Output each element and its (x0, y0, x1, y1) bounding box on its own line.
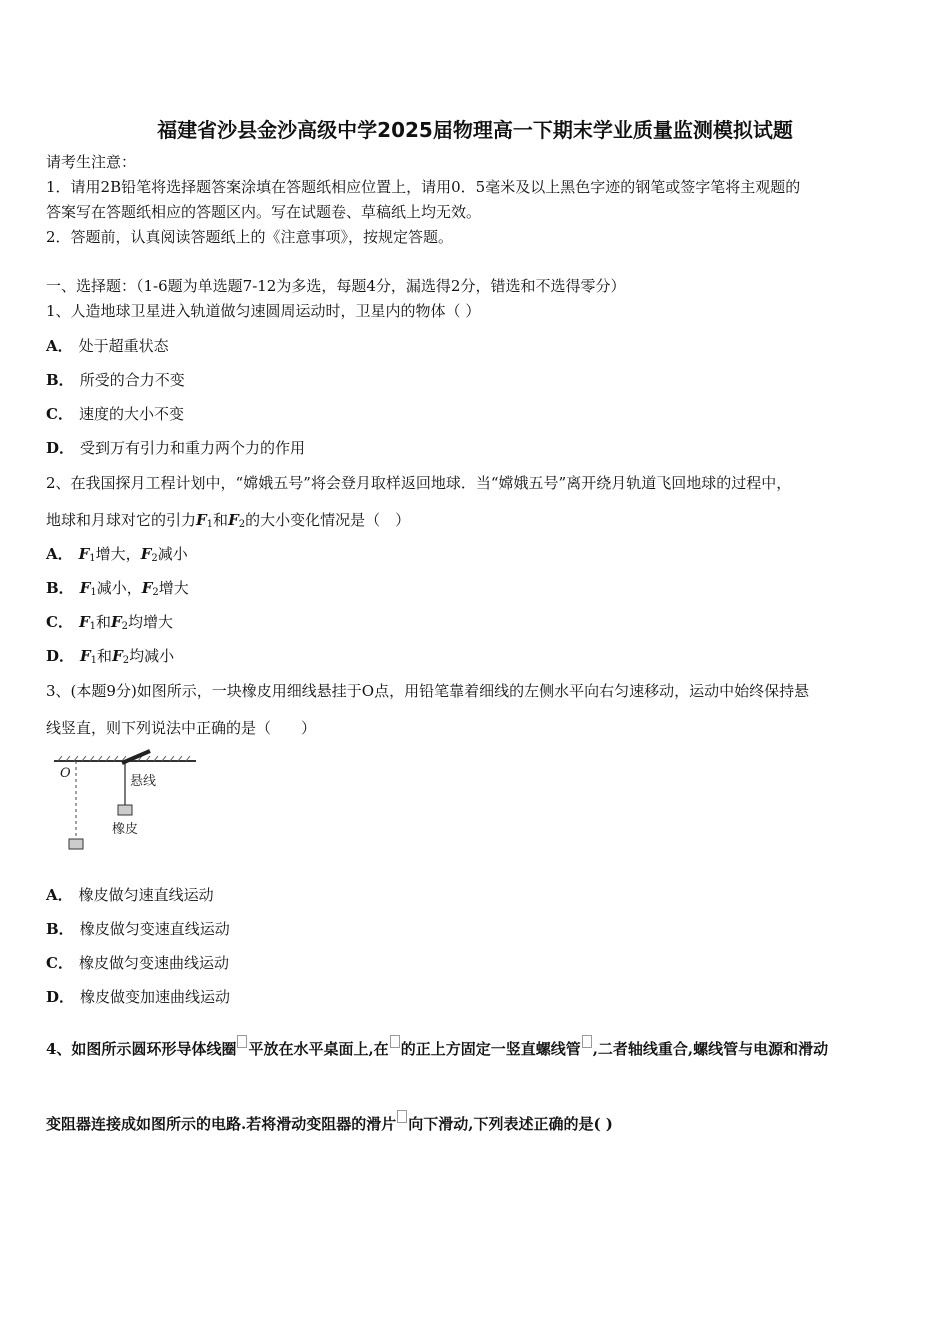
stem-text: 4、如图所示圆环形导体线圈 (46, 1040, 237, 1058)
question-2-option-a (46, 544, 188, 569)
subscript: 2 (238, 519, 246, 530)
option-label: B． (46, 371, 74, 389)
option-label: D． (46, 647, 75, 665)
notice-item-1-line-2: 答案写在答题纸相应的答题区内。写在试题卷、草稿纸上均无效。 (46, 203, 482, 221)
subscript: 2 (152, 587, 159, 598)
force-symbol: F (111, 613, 122, 631)
stem-text: 向下滑动,下列表述正确的是( ) (408, 1115, 613, 1133)
question-1-stem: 1、人造地球卫星进入轨道做匀速圆周运动时，卫星内的物体（ ） (46, 302, 481, 320)
question-3-stem-line-1: 3、(本题9分)如图所示，一块橡皮用细线悬挂于O点，用铅笔靠着细线的左侧水平向右匀速移动，运动中始终保持悬 (46, 682, 810, 700)
notice-heading: 请考生注意： (46, 153, 137, 171)
initial-eraser (69, 839, 83, 849)
pendulum-figure (48, 749, 208, 854)
option-text: 受到万有引力和重力两个力的作用 (80, 439, 306, 457)
force-symbol: F (228, 511, 239, 529)
question-2-stem-line-1: 2、在我国探月工程计划中，“嫦娥五号”将会登月取样返回地球．当“嫦娥五号”离开绕月轨道飞回地球的过程中， (46, 474, 792, 492)
option-text: 处于超重状态 (78, 337, 169, 355)
notice-item-2: 2．答题前，认真阅读答题纸上的《注意事项》，按规定答题。 (46, 228, 454, 246)
question-1-option-b (46, 370, 185, 390)
option-label: A． (46, 337, 73, 355)
missing-symbol-box (582, 1035, 592, 1048)
section-heading: 一、选择题：（1-6题为单选题7-12为多选，每题4分，漏选得2分，错选和不选得零分） (46, 277, 626, 295)
option-text: 均增大 (128, 613, 174, 631)
question-2-stem-line-2 (46, 510, 410, 535)
question-3-option-b (46, 919, 230, 939)
option-text: 增大 (158, 579, 189, 597)
question-1-option-d (46, 438, 305, 458)
subscript: 2 (151, 553, 158, 564)
option-label: C． (46, 613, 73, 631)
stem-text: 变阻器连接成如图所示的电路.若将滑动变阻器的滑片 (46, 1115, 397, 1133)
force-symbol: F (140, 545, 152, 563)
option-label: C． (46, 405, 73, 423)
question-4-stem-line-1 (46, 1035, 828, 1059)
subscript: 1 (90, 587, 97, 598)
notice-item-1-line-1: 1．请用2B铅笔将选择题答案涂填在答题纸相应位置上，请用0．5毫米及以上黑色字迹的钢笔或签字笔将主观题的 (46, 178, 801, 196)
option-label: A． (46, 886, 73, 904)
question-2-option-c (46, 612, 173, 637)
eraser-label: 橡皮 (112, 822, 139, 837)
option-label: B． (46, 920, 74, 938)
stem-text: 的大小变化情况是（ ） (245, 511, 411, 529)
option-text: 所受的合力不变 (79, 371, 185, 389)
option-label: D． (46, 988, 75, 1006)
question-1-option-a (46, 336, 169, 356)
stem-text: 和 (213, 511, 229, 529)
subscript: 2 (122, 655, 130, 666)
option-text: 减小 (157, 545, 188, 563)
option-text: 橡皮做匀变速曲线运动 (78, 954, 229, 972)
stem-text: ,二者轴线重合,螺线管与电源和滑动 (592, 1040, 829, 1058)
question-2-option-d (46, 646, 174, 671)
question-1-option-c (46, 404, 184, 424)
question-4-stem-line-2 (46, 1110, 613, 1134)
subscript: 2 (121, 621, 129, 632)
force-symbol: F (78, 613, 90, 631)
subscript: 1 (89, 553, 96, 564)
stem-text: 平放在水平桌面上,在 (248, 1040, 389, 1058)
force-symbol: F (141, 579, 153, 597)
question-3-option-a (46, 885, 214, 905)
subscript: 1 (206, 519, 214, 530)
option-text: 速度的大小不变 (78, 405, 184, 423)
point-o-label: O (60, 766, 71, 781)
option-text: 增大， (95, 545, 141, 563)
force-symbol: F (80, 647, 91, 665)
option-text: 均减小 (129, 647, 175, 665)
force-symbol: F (112, 647, 123, 665)
option-text: 和 (97, 647, 113, 665)
question-3-option-c (46, 953, 229, 973)
option-text: 橡皮做匀速直线运动 (78, 886, 214, 904)
missing-symbol-box (237, 1035, 247, 1048)
option-label: B． (46, 579, 74, 597)
option-label: D． (46, 439, 75, 457)
force-symbol: F (78, 545, 90, 563)
subscript: 1 (90, 655, 98, 666)
string-label: 悬线 (130, 774, 157, 789)
option-text: 减小， (96, 579, 142, 597)
missing-symbol-box (390, 1035, 400, 1048)
question-3-stem-line-2: 线竖直，则下列说法中正确的是（ ） (46, 719, 317, 737)
stem-text: 地球和月球对它的引力 (46, 511, 197, 529)
question-2-option-b (46, 578, 189, 603)
missing-symbol-box (397, 1110, 407, 1123)
option-label: A． (46, 545, 73, 563)
option-text: 橡皮做匀变速直线运动 (79, 920, 230, 938)
option-text: 和 (95, 613, 111, 631)
stem-text: 的正上方固定一竖直螺线管 (400, 1040, 581, 1058)
question-3-option-d (46, 987, 230, 1007)
option-label: C． (46, 954, 73, 972)
subscript: 1 (89, 621, 96, 632)
force-symbol: F (79, 579, 91, 597)
exam-title: 福建省沙县金沙高级中学2025届物理高一下期末学业质量监测模拟试题 (157, 118, 793, 142)
option-text: 橡皮做变加速曲线运动 (80, 988, 231, 1006)
current-eraser (118, 805, 132, 815)
force-symbol: F (196, 511, 207, 529)
